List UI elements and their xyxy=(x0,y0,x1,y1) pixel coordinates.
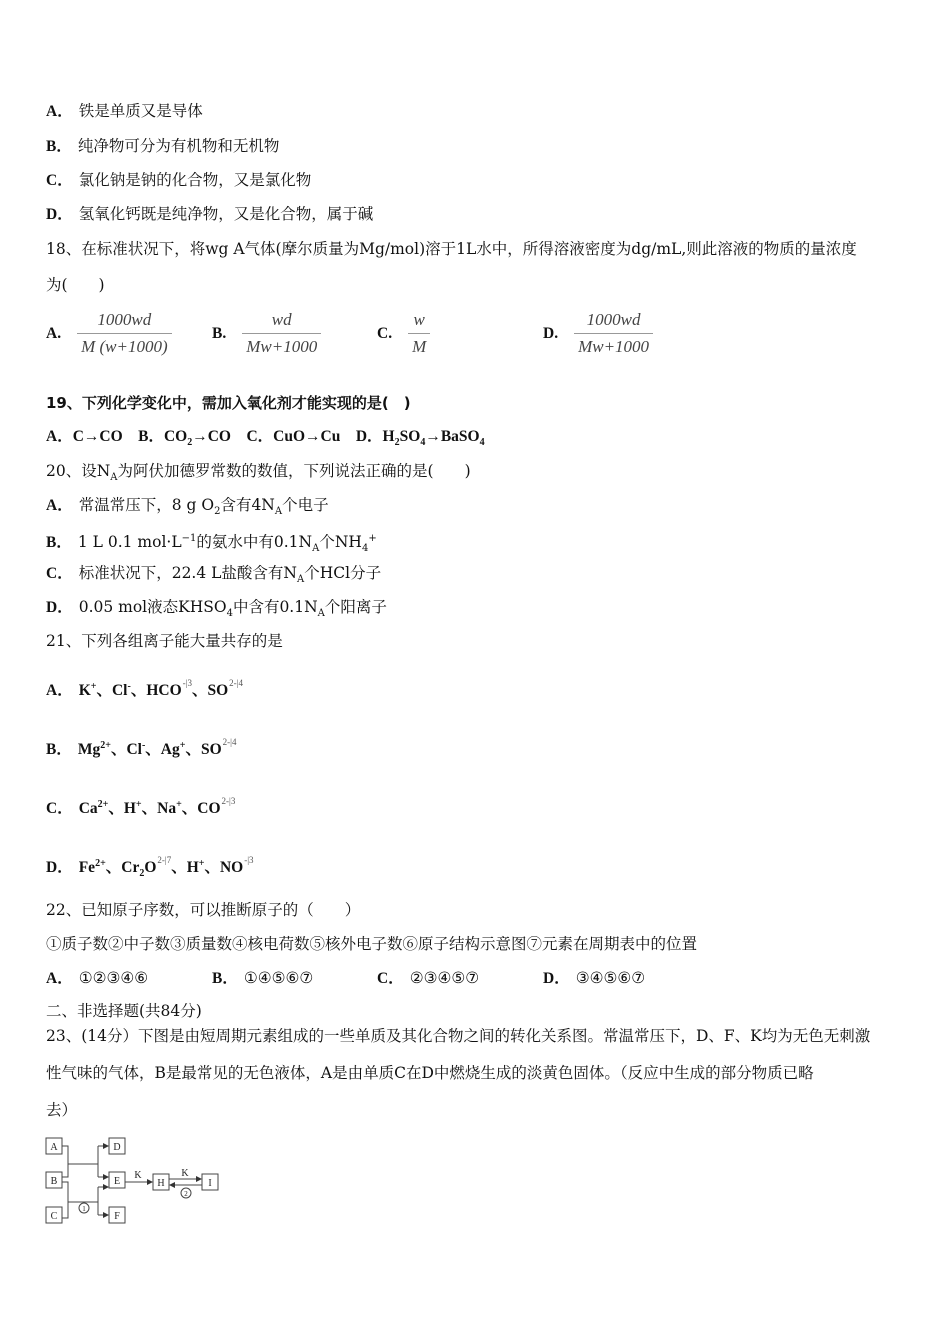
numerator xyxy=(583,310,645,333)
text-run: 、Cr xyxy=(105,859,140,877)
text-run: A．C→CO B．CO xyxy=(46,428,188,445)
option-label: A． xyxy=(46,682,73,700)
ion-charge-subscript: -|3 xyxy=(244,855,254,866)
option-text xyxy=(78,598,387,620)
q18-option-1 xyxy=(212,310,321,357)
option-label: D． xyxy=(543,970,570,987)
conversion-diagram xyxy=(40,1132,230,1232)
text-run: 、Ag xyxy=(145,741,180,759)
q17-option-1 xyxy=(46,136,279,157)
option-text: 铁是单质又是导体 xyxy=(78,102,203,120)
option-label: C． xyxy=(46,565,73,582)
reaction-1: 1 xyxy=(82,1205,86,1213)
ion-charge-subscript: 2-|4 xyxy=(222,737,237,748)
subscript: A xyxy=(274,506,283,518)
text-run: 的氨水中有0.1N xyxy=(196,533,313,552)
option-text xyxy=(78,678,243,700)
q17-option-2 xyxy=(46,170,311,191)
option-label: B. xyxy=(212,324,227,342)
option-label: A． xyxy=(46,103,73,120)
option-text xyxy=(78,564,382,586)
ion-charge-subscript: 2-|7 xyxy=(157,855,172,866)
text-run: 1 L 0.1 mol·L xyxy=(77,533,182,552)
text-run: 为阿伏加德罗常数的数值，下列说法正确的是( ) xyxy=(117,462,471,480)
denominator-text: Mw+1000 xyxy=(246,337,318,356)
option-label: D． xyxy=(46,206,73,223)
superscript: + xyxy=(368,533,377,544)
text-run: 、Na xyxy=(141,800,177,818)
option-text: ①②③④⑥ xyxy=(78,969,149,987)
q21-option-3 xyxy=(46,854,254,884)
denominator-text: M (w+1000) xyxy=(81,337,168,356)
q21-option-2 xyxy=(46,795,235,819)
option-label: B． xyxy=(212,970,238,987)
option-label: D. xyxy=(543,324,559,342)
box-c: C xyxy=(50,1211,58,1222)
option-text xyxy=(78,855,254,880)
subscript: 4 xyxy=(420,437,426,449)
numerator xyxy=(409,310,428,333)
box-e: E xyxy=(113,1176,121,1187)
option-text: ①④⑤⑥⑦ xyxy=(243,969,314,987)
text-run: 、H xyxy=(171,859,199,877)
ion-charge-subscript: 2-|3 xyxy=(221,796,236,807)
option-text: 氯化钠是钠的化合物，又是氯化物 xyxy=(78,171,312,189)
option-label: B． xyxy=(46,741,72,759)
section-heading: 二、非选择题(共84分) xyxy=(46,1002,202,1020)
text-run: K xyxy=(78,682,91,700)
subscript: A xyxy=(110,472,118,484)
denominator xyxy=(408,333,430,357)
q21-stem: 21、下列各组离子能大量共存的是 xyxy=(46,632,283,650)
q22-option-2 xyxy=(377,968,479,989)
superscript: - xyxy=(141,740,146,751)
box-i: I xyxy=(208,1178,212,1189)
text-run: Fe xyxy=(78,859,96,877)
text-run: 0.05 mol液态KHSO xyxy=(78,598,227,616)
q18-option-0 xyxy=(46,310,172,357)
q20-option-1 xyxy=(46,529,377,559)
subscript: 2 xyxy=(187,437,193,449)
q21-option-0 xyxy=(46,677,243,701)
text-run: 、Cl xyxy=(96,682,128,700)
fraction xyxy=(408,310,430,357)
q23-stem: 23、(14分）下图是由短周期元素组成的一些单质及其化合物之间的转化关系图。常温常压下，D、F、K均为无色无刺激 xyxy=(46,1027,871,1045)
superscript: 2+ xyxy=(97,799,109,810)
q17-option-0 xyxy=(46,101,203,122)
option-label: D． xyxy=(46,599,73,616)
q18-option-3 xyxy=(543,310,653,357)
arrow-label-k1: K xyxy=(134,1170,142,1181)
subscript: A xyxy=(297,574,305,586)
option-label: C． xyxy=(46,800,73,818)
superscript: −1 xyxy=(181,533,197,544)
text-run: SO xyxy=(399,428,421,445)
option-text: 纯净物可分为有机物和无机物 xyxy=(77,137,280,155)
option-text xyxy=(78,496,329,518)
q20-option-3 xyxy=(46,597,387,624)
text-run: 中含有0.1N xyxy=(232,598,318,616)
option-label: A． xyxy=(46,970,73,987)
superscript: - xyxy=(127,681,131,692)
q20-option-0 xyxy=(46,495,329,522)
text-run: Ca xyxy=(78,800,98,818)
box-f: F xyxy=(114,1211,120,1222)
denominator xyxy=(77,333,172,357)
superscript: 2+ xyxy=(100,740,111,751)
q22-items: ①质子数②中子数③质量数④核电荷数⑤核外电子数⑥原子结构示意图⑦元素在周期表中的位置 xyxy=(46,935,698,953)
q22-option-1 xyxy=(212,968,313,989)
numerator-text: 1000wd xyxy=(97,310,152,329)
text-run: 个阳离子 xyxy=(324,598,387,616)
text-run: →CO C．CuO→Cu D．H xyxy=(192,428,395,445)
numerator-text: 1000wd xyxy=(586,310,641,329)
q22-option-0 xyxy=(46,968,148,989)
fraction xyxy=(242,310,321,357)
q18-stem: 18、在标准状况下，将wg A气体(摩尔质量为Mg/mol)溶于1L水中，所得溶液密度为dg/mL,则此溶液的物质的量浓度 xyxy=(46,240,857,258)
arrow-label-k2: K xyxy=(181,1168,189,1179)
text-run: 、HCO xyxy=(130,682,182,700)
text-run: 常温常压下，8 g O xyxy=(78,496,215,514)
text-run: 、SO xyxy=(185,741,222,759)
superscript: + xyxy=(198,858,205,869)
box-d: D xyxy=(113,1142,121,1153)
q18-option-2 xyxy=(377,310,430,357)
q19-stem: 19、下列化学变化中，需加入氧化剂才能实现的是( ) xyxy=(46,394,411,412)
fraction xyxy=(77,310,172,357)
q21-option-1 xyxy=(46,736,236,760)
reaction-2: 2 xyxy=(184,1190,188,1198)
numerator xyxy=(93,310,155,333)
option-label: B． xyxy=(46,138,72,155)
superscript: + xyxy=(135,799,142,810)
superscript: + xyxy=(179,740,186,751)
text-run: 20、设N xyxy=(46,462,111,480)
q20-stem xyxy=(46,461,471,488)
text-run: O xyxy=(144,859,157,877)
numerator xyxy=(268,310,296,333)
text-run: 个HCl分子 xyxy=(304,564,382,582)
subscript: 2 xyxy=(214,506,221,518)
option-text xyxy=(77,533,377,555)
option-text: ②③④⑤⑦ xyxy=(409,969,480,987)
option-label: A． xyxy=(46,497,73,514)
subscript: 4 xyxy=(226,608,233,620)
text-run: 、H xyxy=(108,800,136,818)
subscript: A xyxy=(317,608,325,620)
subscript: 2 xyxy=(394,437,400,449)
text-run: 、Cl xyxy=(110,741,142,759)
option-label: C． xyxy=(46,172,73,189)
box-h: H xyxy=(157,1178,165,1189)
numerator-text: wd xyxy=(271,310,292,329)
denominator-text: M xyxy=(412,337,427,356)
ion-charge-subscript: -|3 xyxy=(182,678,192,689)
box-b: B xyxy=(50,1176,58,1187)
subscript: 4 xyxy=(479,437,485,449)
q19-options xyxy=(46,427,485,453)
text-run: 标准状况下，22.4 L盐酸含有N xyxy=(78,564,297,582)
superscript: 2+ xyxy=(95,858,106,869)
option-label: A. xyxy=(46,324,62,342)
q17-option-3 xyxy=(46,204,373,225)
option-label: B． xyxy=(46,534,72,552)
box-a: A xyxy=(50,1142,58,1153)
text-run: 个电子 xyxy=(282,496,329,514)
superscript: + xyxy=(90,681,97,692)
denominator xyxy=(574,333,653,357)
superscript: + xyxy=(176,799,182,810)
text-run: →BaSO xyxy=(425,428,480,445)
ion-charge-subscript: 2-|4 xyxy=(229,678,243,689)
q20-option-2 xyxy=(46,563,381,590)
option-text xyxy=(77,737,237,759)
option-text: 氢氧化钙既是纯净物，又是化合物，属于碱 xyxy=(78,205,374,223)
q23-stem-cont: 性气味的气体，B是最常见的无色液体，A是由单质C在D中燃烧生成的淡黄色固体。（反应中生成的部分物质已略 xyxy=(46,1064,814,1082)
text-run: 含有4N xyxy=(220,496,275,514)
option-label: C． xyxy=(377,970,404,987)
q22-stem: 22、已知原子序数，可以推断原子的（ ） xyxy=(46,901,361,919)
text-run: 、NO xyxy=(204,859,244,877)
option-label: D． xyxy=(46,859,73,877)
option-text xyxy=(78,796,236,818)
q23-stem-end: 去） xyxy=(46,1101,78,1119)
subscript: A xyxy=(312,543,320,555)
fraction xyxy=(574,310,653,357)
option-text: ③④⑤⑥⑦ xyxy=(575,969,646,987)
text-run: 、SO xyxy=(191,682,229,700)
denominator-text: Mw+1000 xyxy=(578,337,650,356)
q18-stem-cont: 为( ) xyxy=(46,276,105,294)
q22-option-3 xyxy=(543,968,645,989)
numerator-text: w xyxy=(413,310,425,329)
text-run: Mg xyxy=(77,741,101,759)
subscript: 2 xyxy=(139,868,145,880)
denominator xyxy=(242,333,321,357)
option-label: C. xyxy=(377,324,393,342)
text-run: 个NH xyxy=(319,533,362,552)
text-run: 、CO xyxy=(181,800,221,818)
subscript: 4 xyxy=(361,543,369,555)
